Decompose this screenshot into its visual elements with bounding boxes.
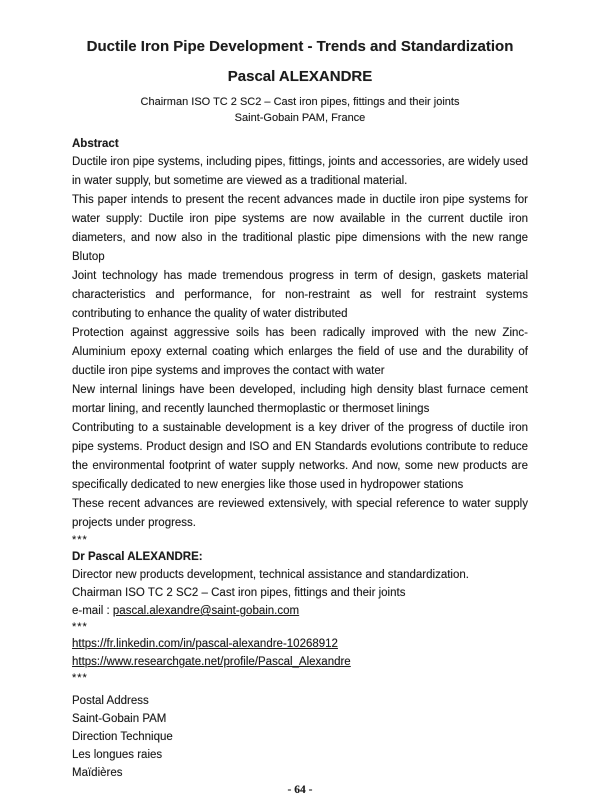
bio-line-2: Chairman ISO TC 2 SC2 – Cast iron pipes, fittings and their joints (72, 587, 406, 599)
author-name: Pascal ALEXANDRE (227, 68, 373, 85)
postal-line-2: Direction Technique (72, 731, 173, 743)
email-line (72, 602, 528, 620)
linkedin-line (72, 635, 528, 653)
abstract-paragraph-6: Contributing to a sustainable development is a key driver of the progress of ductile iron pipe systems. Product design and ISO and EN Standards evolutions contribute to reduce the environmental footprint of water supply networks. And now, some new products are specifically dedicated to new energies like those used in hydropower stations (72, 422, 528, 491)
bio-line-1: Director new products development, technical assistance and standardization. (72, 569, 469, 581)
author-affiliation-org: Saint-Gobain PAM, France (234, 112, 366, 124)
postal-line-3: Les longues raies (72, 749, 163, 761)
section-separator: *** (72, 672, 88, 684)
author-affiliation-role: Chairman ISO TC 2 SC2 – Cast iron pipes, fittings and their joints (140, 96, 460, 108)
document-page (0, 38, 600, 798)
postal-heading: Postal Address (72, 695, 149, 707)
section-separator: *** (72, 621, 88, 633)
abstract-paragraph-2: This paper intends to present the recent advances made in ductile iron pipe systems for water supply: Ductile iron pipe systems are now available in the current ductile iron diameters, and now also in the traditional plastic pipe dimensions with the new range Blutop (72, 194, 528, 263)
abstract-paragraph-5: New internal linings have been developed, including high density blast furnace cement mortar lining, and recently launched thermoplastic or thermoset linings (72, 384, 528, 415)
page-number: - 64 - (287, 784, 313, 796)
abstract-paragraph-7: These recent advances are reviewed extensively, with special reference to water supply projects under progress. (72, 498, 528, 529)
abstract-paragraph-1: Ductile iron pipe systems, including pipes, fittings, joints and accessories, are widely used in water supply, but sometime are viewed as a traditional material. (72, 156, 528, 187)
linkedin-link[interactable]: https://fr.linkedin.com/in/pascal-alexandre-10268912 (72, 638, 338, 650)
postal-line-4: Maïdières (72, 767, 123, 779)
email-link[interactable]: pascal.alexandre@saint-gobain.com (112, 605, 300, 617)
email-label: e-mail : (72, 605, 113, 617)
researchgate-link[interactable]: https://www.researchgate.net/profile/Pascal_Alexandre (72, 656, 351, 668)
abstract-paragraph-4: Protection against aggressive soils has been radically improved with the new Zinc-Aluminium epoxy external coating which enlarges the field of use and the durability of ductile iron pipe systems and improves the contact with water (72, 327, 528, 377)
abstract-heading: Abstract (72, 138, 119, 150)
section-separator: *** (72, 534, 88, 546)
paper-title: Ductile Iron Pipe Development - Trends and Standardization (86, 38, 514, 55)
postal-line-1: Saint-Gobain PAM (72, 713, 167, 725)
bio-heading: Dr Pascal ALEXANDRE: (72, 551, 203, 563)
page-content (72, 38, 528, 782)
abstract-paragraph-3: Joint technology has made tremendous progress in term of design, gaskets material characteristics and performance, for non-restraint as well for restraint systems contributing to enhance the quality of water distributed (72, 270, 528, 320)
researchgate-line (72, 653, 528, 671)
